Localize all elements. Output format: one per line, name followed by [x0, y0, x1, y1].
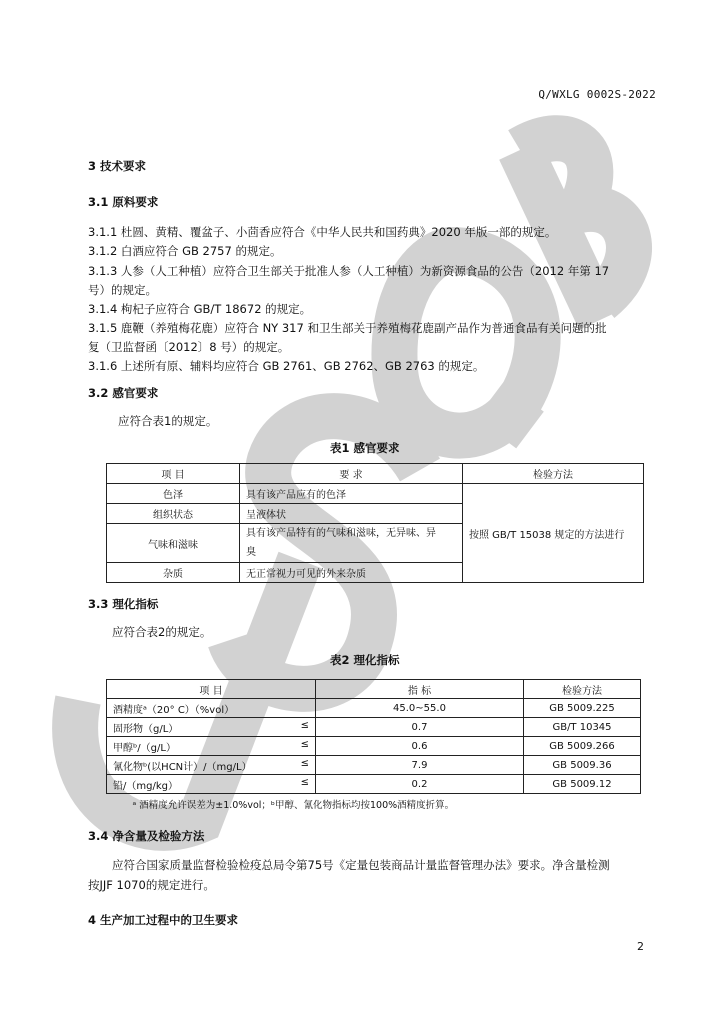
row-requirement: 呈液体状 — [240, 504, 463, 524]
row-method: GB/T 10345 — [524, 718, 641, 737]
clause-3-1-3: 3.1.3 人参（人工种植）应符合卫生部关于批准人参（人工种植）为新资源食品的公告（2012 年第 17 — [88, 264, 610, 278]
row-value: 0.2 — [316, 775, 524, 794]
limit-symbol: ≤ — [300, 738, 309, 750]
header-item: 项 目 — [107, 464, 240, 484]
section-3-2-title: 3.2 感官要求 — [88, 386, 159, 400]
method-cell: 按照 GB/T 15038 规定的方法进行 — [463, 484, 644, 583]
header-requirement: 要 求 — [240, 464, 463, 484]
table-row — [107, 756, 641, 775]
item-label: 固形物（g/L） — [113, 723, 179, 735]
table-row — [107, 718, 641, 737]
row-item — [107, 756, 316, 775]
table1-reference: 应符合表1的规定。 — [118, 414, 218, 428]
row-item: 组织状态 — [107, 504, 240, 524]
section-3-3-title: 3.3 理化指标 — [88, 597, 159, 611]
clause-3-1-1: 3.1.1 杜圆、黄精、覆盆子、小茴香应符合《中华人民共和国药典》2020 年版一部的规定。 — [88, 225, 557, 239]
table-row — [107, 484, 644, 504]
clause-3-1-2: 3.1.2 白酒应符合 GB 2757 的规定。 — [88, 244, 282, 258]
table2-reference: 应符合表2的规定。 — [112, 625, 212, 639]
row-item — [107, 699, 316, 718]
sensory-requirements-table — [106, 463, 644, 583]
row-value: 7.9 — [316, 756, 524, 775]
row-method: GB 5009.266 — [524, 737, 641, 756]
table2-caption: 表2 理化指标 — [330, 653, 400, 667]
header-method: 检验方法 — [463, 464, 644, 484]
row-item — [107, 737, 316, 756]
net-content-line-2: 按JJF 1070的规定进行。 — [88, 878, 215, 892]
section-3-4-title: 3.4 净含量及检验方法 — [88, 829, 205, 843]
net-content-line-1: 应符合国家质量监督检验检疫总局令第75号《定量包装商品计量监督管理办法》要求。净含量检测 — [112, 858, 610, 872]
row-item: 气味和滋味 — [107, 524, 240, 563]
requirement-line-1: 具有该产品特有的气味和滋味，无异味、异 — [246, 528, 436, 539]
header-method: 检验方法 — [524, 680, 641, 699]
table1-caption: 表1 感官要求 — [330, 441, 400, 455]
row-method: GB 5009.12 — [524, 775, 641, 794]
item-label: 甲醇ᵇ/（g/L） — [113, 742, 176, 754]
section-4-title: 4 生产加工过程中的卫生要求 — [88, 913, 239, 927]
table-row — [107, 699, 641, 718]
row-item: 色泽 — [107, 484, 240, 504]
row-requirement: 具有该产品应有的色泽 — [240, 484, 463, 504]
table-header-row — [107, 680, 641, 699]
table-header-row — [107, 464, 644, 484]
section-3-title: 3 技术要求 — [88, 159, 147, 173]
row-value: 0.6 — [316, 737, 524, 756]
header-item: 项 目 — [107, 680, 316, 699]
table-footnote: ᵃ 酒精度允许误差为±1.0%vol；ᵇ甲醇、氰化物指标均按100%酒精度折算。 — [132, 800, 455, 811]
limit-symbol: ≤ — [300, 719, 309, 731]
watermark-letter-q-tail — [490, 400, 530, 430]
table-note-row — [107, 794, 641, 815]
item-label: 氰化物ᵇ(以HCN计）/（mg/L） — [113, 761, 252, 773]
row-method: GB 5009.36 — [524, 756, 641, 775]
header-index: 指 标 — [316, 680, 524, 699]
row-value: 0.7 — [316, 718, 524, 737]
page-number: 2 — [637, 940, 644, 953]
standard-code: Q/WXLG 0002S-2022 — [538, 88, 656, 101]
clause-3-1-3-cont: 号）的规定。 — [88, 283, 157, 297]
row-item: 杂质 — [107, 563, 240, 583]
table-row — [107, 775, 641, 794]
limit-symbol: ≤ — [300, 757, 309, 769]
row-item — [107, 718, 316, 737]
clause-3-1-6: 3.1.6 上述所有原、辅料均应符合 GB 2761、GB 2762、GB 2763 的规定。 — [88, 359, 485, 373]
clause-3-1-5: 3.1.5 鹿鞭（养殖梅花鹿）应符合 NY 317 和卫生部关于养殖梅花鹿副产品作为普通食品有关问题的批 — [88, 321, 607, 335]
item-label: 铅/（mg/kg） — [113, 780, 178, 792]
row-value: 45.0~55.0 — [316, 699, 524, 718]
row-method: GB 5009.225 — [524, 699, 641, 718]
section-3-1-title: 3.1 原料要求 — [88, 195, 159, 209]
table-row — [107, 737, 641, 756]
requirement-line-2: 臭 — [246, 547, 256, 558]
item-label: 酒精度ᵃ（20° C）（%vol） — [113, 704, 235, 716]
clause-3-1-4: 3.1.4 枸杞子应符合 GB/T 18672 的规定。 — [88, 302, 312, 316]
row-item — [107, 775, 316, 794]
row-requirement — [240, 524, 463, 563]
limit-symbol: ≤ — [300, 776, 309, 788]
clause-3-1-5-cont: 复（卫监督函〔2012〕8 号）的规定。 — [88, 340, 290, 354]
physicochemical-table — [106, 679, 641, 814]
row-requirement: 无正常视力可见的外来杂质 — [240, 563, 463, 583]
